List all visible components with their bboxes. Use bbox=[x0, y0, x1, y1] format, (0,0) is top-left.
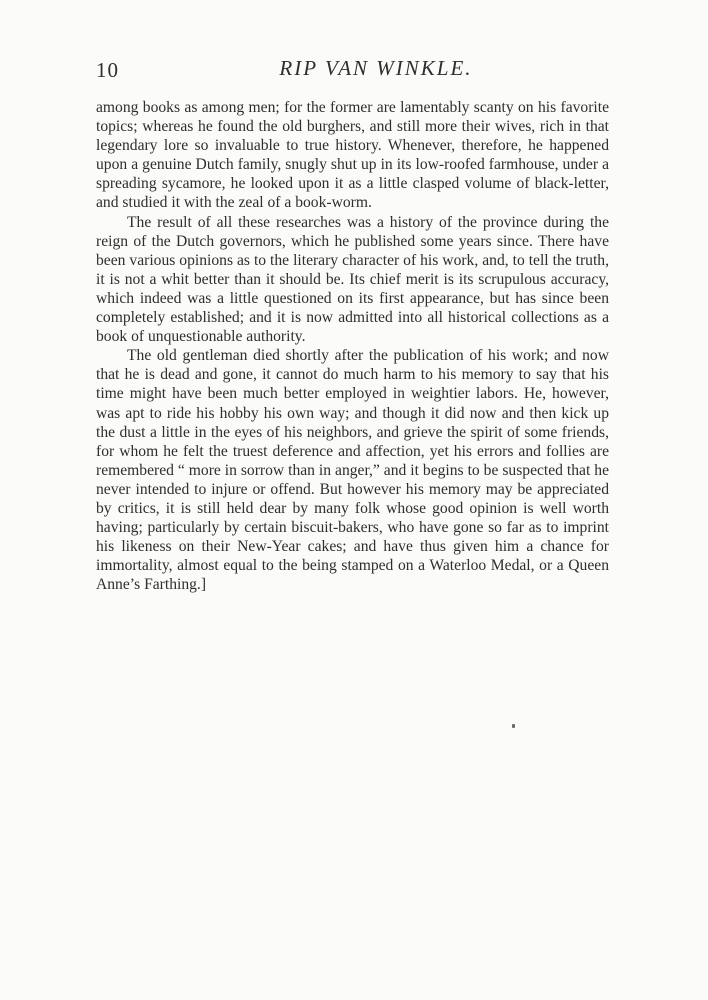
ink-speck bbox=[512, 724, 515, 728]
paragraph-continued: among books as among men; for the former are lamentably scanty on his favorite topics; whereas he found the old burghers, and still more their wives, rich in that legendary lore so invaluable to true history. Whenever, therefore, he happened upon a genuine Dutch family, snugly shut up in its low-roofed farmhouse, under a spreading sycamore, he looked upon it as a little clasped volume of black-letter, and studied it with the zeal of a book-worm. bbox=[96, 99, 609, 212]
running-title: RIP VAN WINKLE. bbox=[279, 56, 473, 80]
paragraph-history: The result of all these researches was a history of the province during the reign of the Dutch governors, which he published some years since. There have been various opinions as to the literary character of his work, and, to tell the truth, it is not a whit better than it should be. Its chief merit is its scrupulous accuracy, which indeed was a little questioned on its first appearance, but has since been completely established; and it is now admitted into all historical collections as a book of unquestionable authority. bbox=[96, 213, 609, 346]
paragraph-old-gentleman: The old gentleman died shortly after the publication of his work; and now that he is dead and gone, it cannot do much harm to his memory to say that his time might have been much better employed in weightier labors. He, however, was apt to ride his hobby his own way; and though it did now and then kick up the dust a little in the eyes of his neighbors, and grieve the spirit of some friends, for whom he felt the truest deference and affection, yet his errors and follies are remembered “ more in sorrow than in anger,” and it begins to be suspected that he never intended to injure or offend. But however his memory may be appreciated by critics, it is still held dear by many folk whose good opinion is well worth having; particularly by certain biscuit-bakers, who have gone so far as to imprint his likeness on their New-Year cakes; and have thus given him a chance for immortality, almost equal to the being stamped on a Waterloo Medal, or a Queen Anne’s Farthing.] bbox=[96, 347, 609, 594]
running-head bbox=[96, 56, 616, 86]
body-text bbox=[96, 98, 609, 594]
page-number: 10 bbox=[96, 58, 119, 82]
